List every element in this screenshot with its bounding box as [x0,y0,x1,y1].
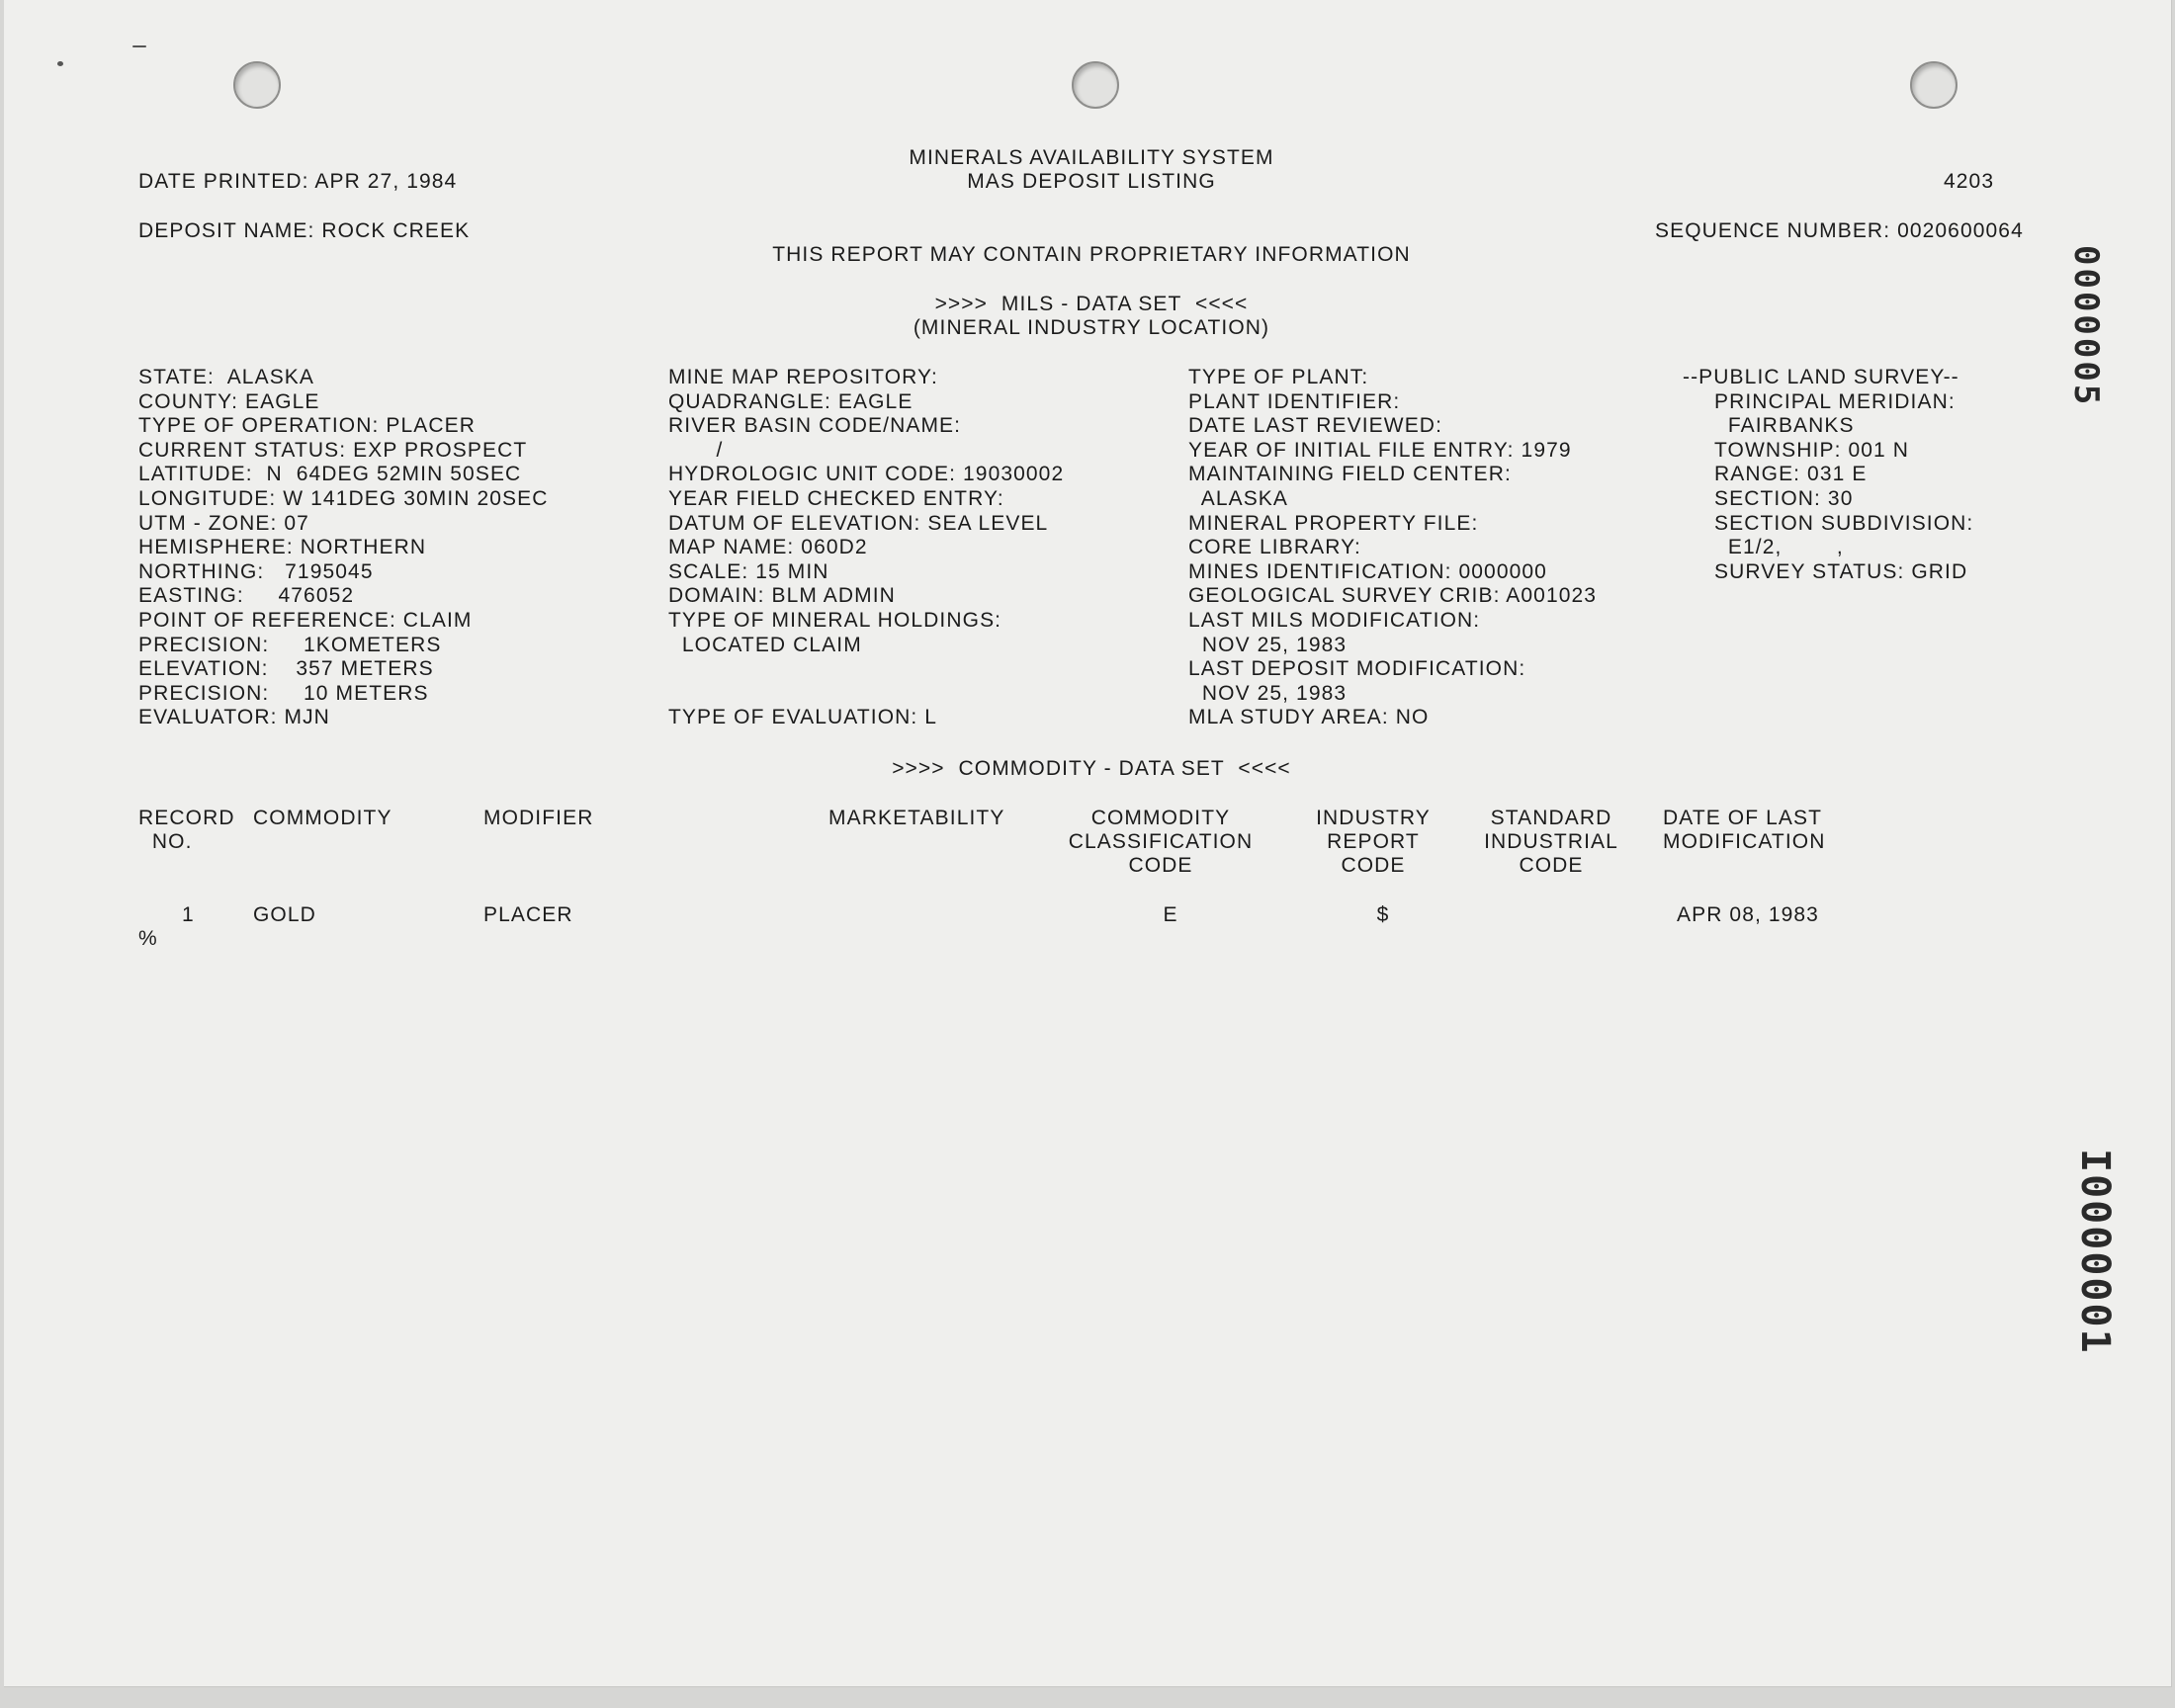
mils-field-line: EVALUATOR: MJN [138,706,330,728]
header-date-of-last-modification: DATE OF LAST MODIFICATION [1663,807,1826,853]
commodity-section-title: >>>> COMMODITY - DATA SET <<<< [892,757,1291,780]
mils-field-line: LOCATED CLAIM [668,634,862,656]
mils-field-line: LONGITUDE: W 141DEG 30MIN 20SEC [138,487,549,510]
mils-field-line: YEAR OF INITIAL FILE ENTRY: 1979 [1188,439,1572,462]
mils-field-line: PRINCIPAL MERIDIAN: [1714,390,1956,413]
binder-hole-right [1910,61,1958,109]
listing-title: MAS DEPOSIT LISTING [967,170,1216,193]
mils-field-line: DATUM OF ELEVATION: SEA LEVEL [668,512,1049,535]
cell-date-of-last-modification: APR 08, 1983 [1677,903,1819,926]
mils-field-line: ELEVATION: 357 METERS [138,657,434,680]
mils-field-line: GEOLOGICAL SURVEY CRIB: A001023 [1188,584,1598,607]
date-printed: DATE PRINTED: APR 27, 1984 [138,170,458,193]
mils-field-line: NOV 25, 1983 [1188,682,1348,705]
header-commodity: COMMODITY [253,807,392,829]
cell-record-no: 1 [182,903,195,926]
header-modifier: MODIFIER [483,807,594,829]
mils-field-line: CURRENT STATUS: EXP PROSPECT [138,439,528,462]
mils-field-line: PRECISION: 1KOMETERS [138,634,442,656]
mils-field-line: UTM - ZONE: 07 [138,512,309,535]
mils-field-line: QUADRANGLE: EAGLE [668,390,914,413]
mils-field-line: DATE LAST REVIEWED: [1188,414,1443,437]
mils-field-line: MAP NAME: 060D2 [668,536,868,558]
cell-commodity: GOLD [253,903,316,926]
mils-field-line: E1/2, , [1714,536,1844,558]
mils-field-line: LATITUDE: N 64DEG 52MIN 50SEC [138,463,522,485]
mils-field-line: MAINTAINING FIELD CENTER: [1188,463,1512,485]
mils-field-line: POINT OF REFERENCE: CLAIM [138,609,473,632]
document-page [4,0,2172,1687]
mils-field-line: RIVER BASIN CODE/NAME: [668,414,962,437]
cell-industry-report-code: $ [1376,903,1390,926]
header-marketability: MARKETABILITY [828,807,1005,829]
mils-field-line: SECTION: 30 [1714,487,1854,510]
mils-field-line: YEAR FIELD CHECKED ENTRY: [668,487,1004,510]
mils-field-line: SCALE: 15 MIN [668,560,829,583]
mils-field-line: HEMISPHERE: NORTHERN [138,536,427,558]
frame-number-stamp-bottom: I0000001 [2072,1149,2118,1355]
binder-hole-center [1072,61,1119,109]
system-title: MINERALS AVAILABILITY SYSTEM [909,146,1274,169]
mils-field-line: MINERAL PROPERTY FILE: [1188,512,1479,535]
mils-field-line: LAST MILS MODIFICATION: [1188,609,1481,632]
paper-speck [57,61,63,66]
mils-field-line: SURVEY STATUS: GRID [1714,560,1968,583]
cell-modifier: PLACER [483,903,573,926]
mils-field-line: LAST DEPOSIT MODIFICATION: [1188,657,1526,680]
mils-field-line: / [668,439,724,462]
header-commodity-classification-code: COMMODITY CLASSIFICATION CODE [1068,807,1254,877]
mils-field-line: NORTHING: 7195045 [138,560,374,583]
mils-field-line: STATE: ALASKA [138,366,315,388]
mils-field-line: MINE MAP REPOSITORY: [668,366,938,388]
mils-field-line: HYDROLOGIC UNIT CODE: 19030002 [668,463,1065,485]
mils-field-line: TYPE OF OPERATION: PLACER [138,414,477,437]
mils-field-line: TOWNSHIP: 001 N [1714,439,1909,462]
sequence-number: SEQUENCE NUMBER: 0020600064 [1655,219,2024,242]
mils-field-line: FAIRBANKS [1714,414,1855,437]
mils-field-line: TYPE OF PLANT: [1188,366,1369,388]
mils-field-line: MLA STUDY AREA: NO [1188,706,1430,728]
frame-number-stamp-top: 0000005 [2066,245,2106,408]
proprietary-notice: THIS REPORT MAY CONTAIN PROPRIETARY INFORMATION [772,243,1411,266]
mils-section-subtitle: (MINERAL INDUSTRY LOCATION) [913,316,1270,339]
public-land-survey-title: --PUBLIC LAND SURVEY-- [1683,366,1959,388]
mils-field-line: EASTING: 476052 [138,584,355,607]
header-record-no: RECORD NO. [138,807,235,853]
mils-field-line: NOV 25, 1983 [1188,634,1348,656]
mils-field-line: PRECISION: 10 METERS [138,682,429,705]
mils-field-line: TYPE OF EVALUATION: L [668,706,938,728]
end-of-record-marker: % [138,927,158,950]
mils-field-line: DOMAIN: BLM ADMIN [668,584,896,607]
binder-hole-left [233,61,281,109]
deposit-name: DEPOSIT NAME: ROCK CREEK [138,219,471,242]
mils-field-line: ALASKA [1188,487,1289,510]
mils-field-line: CORE LIBRARY: [1188,536,1361,558]
mils-field-line: TYPE OF MINERAL HOLDINGS: [668,609,1002,632]
mils-section-title: >>>> MILS - DATA SET <<<< [934,293,1249,315]
mils-field-line: RANGE: 031 E [1714,463,1868,485]
cell-classification-code: E [1163,903,1178,926]
header-standard-industrial-code: STANDARD INDUSTRIAL CODE [1484,807,1618,877]
page-code: 4203 [1944,170,1995,193]
paper-speck [132,45,146,47]
mils-field-line: PLANT IDENTIFIER: [1188,390,1401,413]
mils-field-line: COUNTY: EAGLE [138,390,320,413]
header-industry-report-code: INDUSTRY REPORT CODE [1316,807,1431,877]
mils-field-line: MINES IDENTIFICATION: 0000000 [1188,560,1547,583]
mils-field-line: SECTION SUBDIVISION: [1714,512,1974,535]
